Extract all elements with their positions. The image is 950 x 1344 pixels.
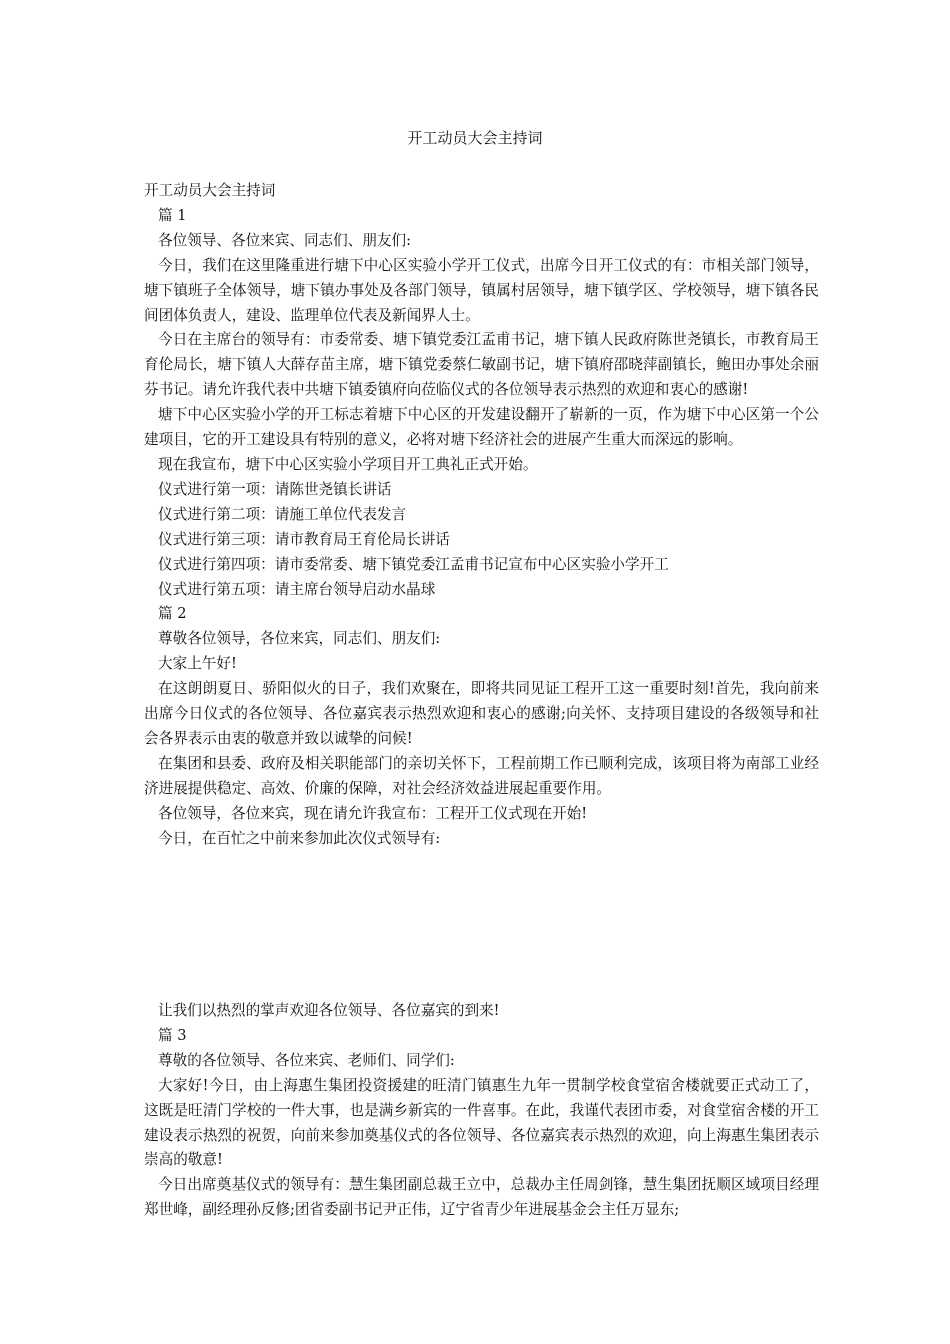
section-heading: 篇 2 <box>158 605 187 623</box>
paragraph: 尊敬的各位领导、各位来宾、老师们、同学们: <box>158 1051 455 1069</box>
paragraph: 开工动员大会主持词 <box>144 182 276 199</box>
list-item: 仪式进行第二项：请施工单位代表发言 <box>158 505 407 523</box>
paragraph: 各位领导、各位来宾、同志们、朋友们: <box>158 231 412 249</box>
paragraph: 在这朗朗夏日、骄阳似火的日子，我们欢聚在，即将共同见证工程开工这一重要时刻!首先，我向前来出席今日仪式的各位领导、各位嘉宾表示热烈欢迎和衷心的感谢;向关怀、支持项目建设的各级领导和社会各界表示由衷的敬意并致以诚挚的问候! <box>144 680 819 747</box>
list-item: 仪式进行第一项：请陈世尧镇长讲话 <box>158 480 392 498</box>
paragraph: 在集团和县委、政府及相关职能部门的亲切关怀下，工程前期工作已顺利完成，该项目将为南部工业经济进展提供稳定、高效、价廉的保障，对社会经济效益进展起重要作用。 <box>144 754 819 797</box>
list-item: 仪式进行第五项：请主席台领导启动水晶球 <box>158 580 436 598</box>
paragraph: 尊敬各位领导，各位来宾，同志们、朋友们: <box>158 630 441 648</box>
section-heading: 篇 3 <box>158 1026 187 1044</box>
list-item: 仪式进行第三项：请市教育局王育伦局长讲话 <box>158 530 450 548</box>
text-block-1 <box>144 179 819 851</box>
paragraph: 让我们以热烈的掌声欢迎各位领导、各位嘉宾的到来! <box>158 1002 500 1019</box>
paragraph: 今日，在百忙之中前来参加此次仪式领导有: <box>158 829 441 847</box>
paragraph: 今日在主席台的领导有：市委常委、塘下镇党委江孟甫书记，塘下镇人民政府陈世尧镇长，市教育局王育伦局长，塘下镇人大薛存苗主席，塘下镇党委蔡仁敏副书记，塘下镇府邵晓萍副镇长，鲍田办事处余丽芬书记。请允许我代表中共塘下镇委镇府向莅临仪式的各位领导表示热烈的欢迎和衷心的感谢! <box>144 331 819 399</box>
paragraph: 今日，我们在这里隆重进行塘下中心区实验小学开工仪式，出席今日开工仪式的有：市相关部门领导，塘下镇班子全体领导，塘下镇办事处及各部门领导，镇属村居领导，塘下镇学区、学校领导，塘下镇各民间团体负责人，建设、监理单位代表及新闻界人士。 <box>144 256 819 324</box>
paragraph: 各位领导，各位来宾，现在请允许我宣布：工程开工仪式现在开始! <box>158 804 588 822</box>
paragraph: 现在我宣布，塘下中心区实验小学项目开工典礼正式开始。 <box>158 455 538 473</box>
paragraph: 大家好!今日，由上海惠生集团投资援建的旺清门镇惠生九年一贯制学校食堂宿舍楼就要正式动工了，这既是旺清门学校的一件大事，也是满乡新宾的一件喜事。在此，我谨代表团市委，对食堂宿舍楼的开工建设表示热烈的祝贺，向前来参加奠基仪式的各位领导、各位嘉宾表示热烈的欢迎，向上海惠生集团表示崇高的敬意! <box>144 1076 819 1169</box>
paragraph: 今日出席奠基仪式的领导有：慧生集团副总裁王立中，总裁办主任周剑锋，慧生集团抚顺区域项目经理郑世峰，副经理孙反修;团省委副书记尹正伟，辽宁省青少年进展基金会主任万显东; <box>144 1176 819 1219</box>
list-item: 仪式进行第四项：请市委常委、塘下镇党委江孟甫书记宣布中心区实验小学开工 <box>158 555 669 573</box>
paragraph: 塘下中心区实验小学的开工标志着塘下中心区的开发建设翻开了崭新的一页，作为塘下中心区第一个公建项目，它的开工建设具有特别的意义，必将对塘下经济社会的进展产生重大而深远的影响。 <box>144 406 819 449</box>
section-heading: 篇 1 <box>158 206 187 224</box>
document-title: 开工动员大会主持词 <box>407 129 543 147</box>
paragraph: 大家上午好! <box>158 655 237 673</box>
text-block-2 <box>144 999 819 1223</box>
